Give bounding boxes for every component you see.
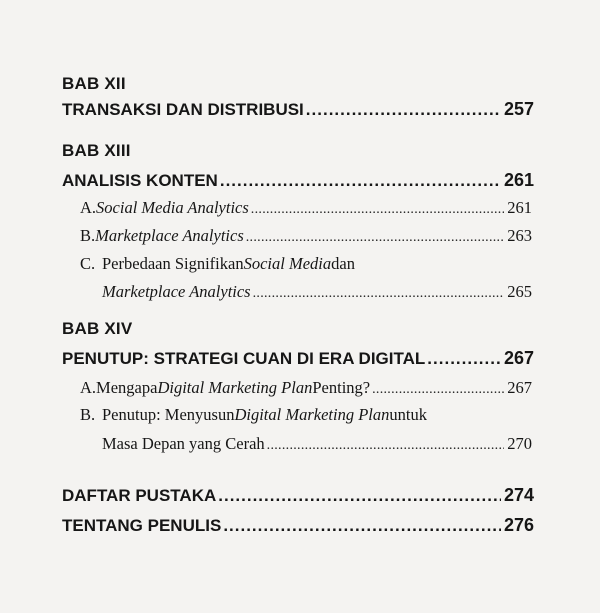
chapter-label: BAB XIV: [62, 319, 133, 338]
entry-title-part: Perbedaan Signifikan: [102, 254, 244, 273]
dot-leader: [220, 171, 501, 191]
toc-subentry[interactable]: [80, 405, 427, 425]
chapter-label: BAB XII: [62, 74, 126, 93]
toc-subentry-continuation[interactable]: [102, 434, 532, 454]
page-number: 267: [503, 348, 534, 368]
dot-leader: [267, 438, 505, 454]
toc-subentry[interactable]: [80, 254, 355, 274]
entry-title: DAFTAR PUSTAKA: [62, 486, 217, 505]
entry-title-italic: Social Media: [243, 254, 332, 273]
entry-title-italic: Marketplace Analytics: [102, 282, 251, 301]
entry-title: ANALISIS KONTEN: [62, 171, 218, 190]
item-marker: A.: [80, 378, 97, 397]
dot-leader: [253, 286, 505, 302]
item-marker: B.: [80, 226, 96, 245]
dot-leader: [427, 349, 501, 369]
entry-title-italic: Digital Marketing Plan: [234, 405, 390, 424]
dot-leader: [223, 516, 501, 536]
entry-title-part: Penting?: [312, 378, 371, 397]
entry-title-italic: Digital Marketing Plan: [157, 378, 313, 397]
toc-entry[interactable]: [62, 99, 534, 120]
page-number: 270: [507, 434, 532, 453]
item-marker: B.: [80, 405, 96, 424]
dot-leader: [306, 100, 501, 120]
entry-title: PENUTUP: STRATEGI CUAN DI ERA DIGITAL: [62, 349, 426, 368]
toc-entry[interactable]: [62, 485, 534, 506]
entry-title: Marketplace Analytics: [95, 226, 244, 245]
page-number: 257: [503, 99, 534, 119]
toc-entry[interactable]: [62, 515, 534, 536]
page-number: 263: [507, 226, 532, 245]
entry-title-part: Masa Depan yang Cerah: [102, 434, 265, 453]
page-number: 276: [503, 515, 534, 535]
entry-title-part: dan: [331, 254, 355, 273]
entry-title: TRANSAKSI DAN DISTRIBUSI: [62, 100, 304, 119]
entry-title-part: untuk: [389, 405, 427, 424]
toc-subentry-continuation[interactable]: [102, 282, 532, 302]
toc-subentry[interactable]: [80, 378, 532, 398]
chapter-label: BAB XIII: [62, 141, 131, 160]
entry-title: Social Media Analytics: [96, 198, 249, 217]
item-marker: C.: [80, 254, 96, 273]
dot-leader: [251, 202, 504, 218]
item-marker: A.: [80, 198, 97, 217]
page-number: 274: [503, 485, 534, 505]
page-number: 261: [507, 198, 532, 217]
page-number: 261: [503, 170, 534, 190]
toc-entry[interactable]: [62, 348, 534, 369]
entry-title-part: Mengapa: [96, 378, 158, 397]
toc-subentry[interactable]: [80, 198, 532, 218]
entry-title: TENTANG PENULIS: [62, 516, 222, 535]
dot-leader: [218, 486, 501, 506]
dot-leader: [246, 230, 505, 246]
page-number: 267: [507, 378, 532, 397]
entry-title-part: Penutup: Menyusun: [102, 405, 235, 424]
page-number: 265: [507, 282, 532, 301]
dot-leader: [372, 382, 504, 398]
toc-subentry[interactable]: [80, 226, 532, 246]
toc-entry[interactable]: [62, 170, 534, 191]
